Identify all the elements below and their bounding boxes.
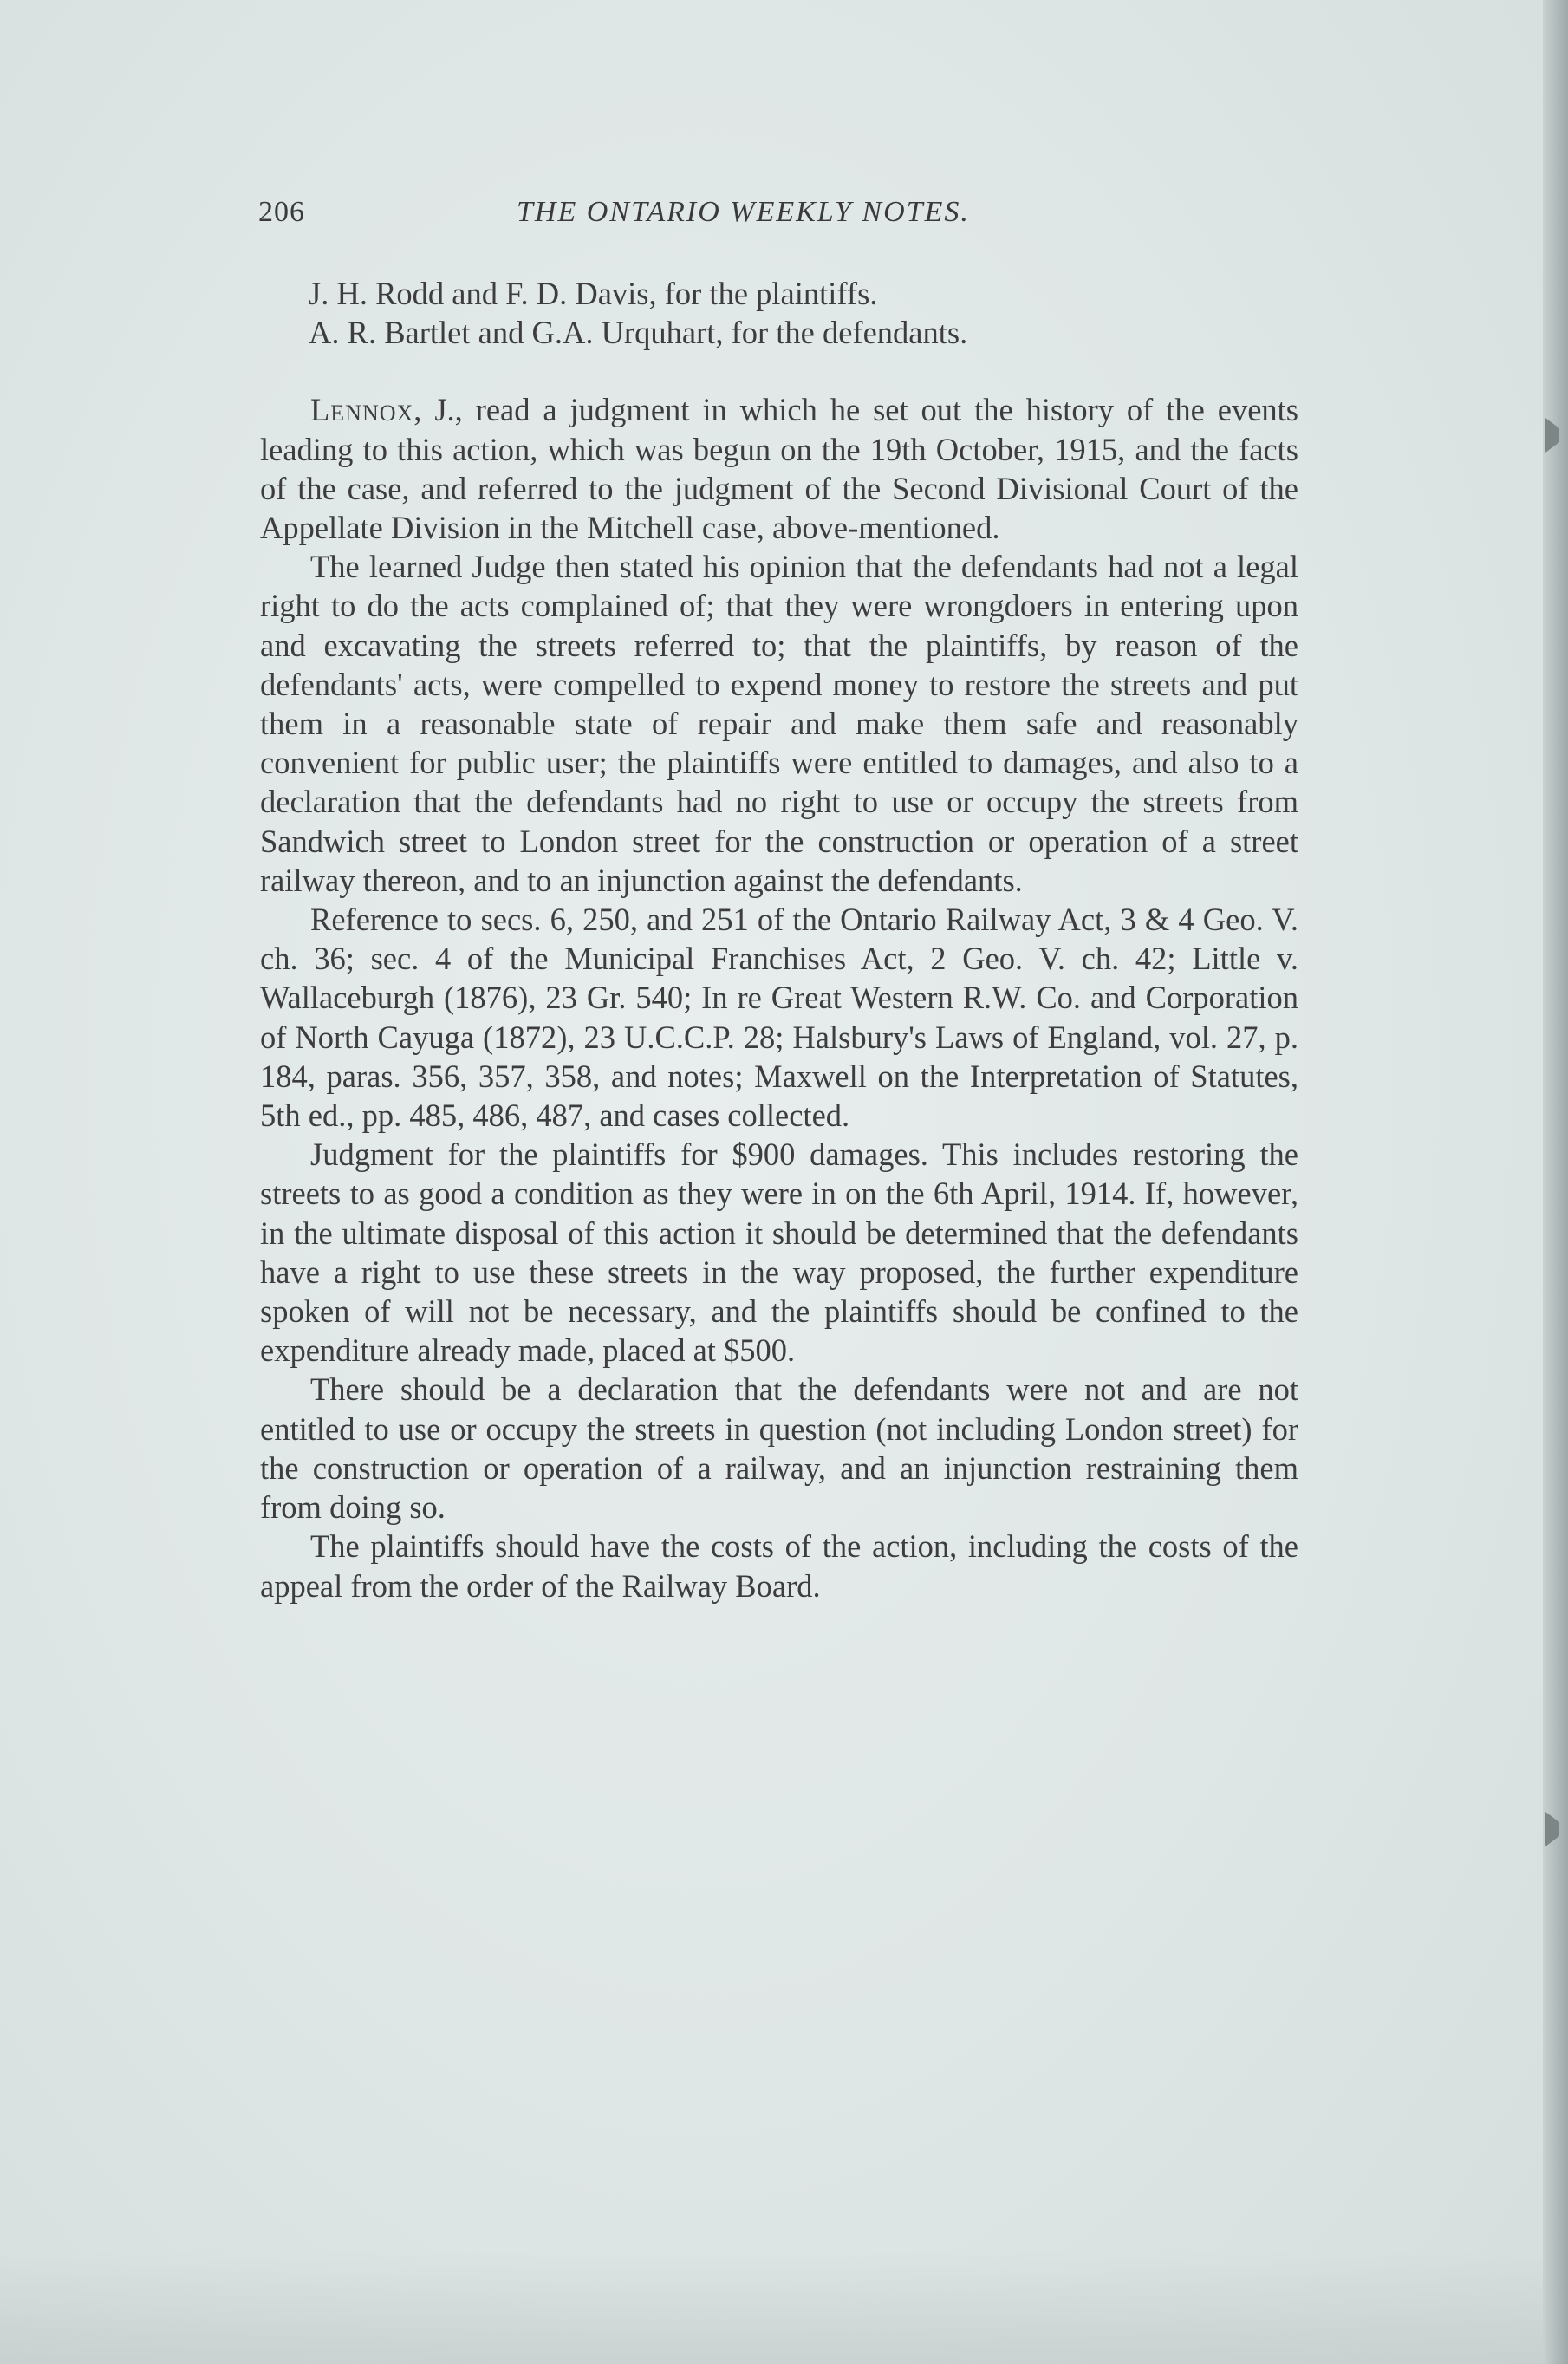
edge-tab-mark [1545,418,1559,453]
page-bottom-shadow [0,2251,1543,2364]
judge-name: Lennox [310,392,414,428]
section-spacer [260,352,1298,390]
running-head [258,196,1298,244]
judgment-intro-paragraph [260,390,1298,547]
opinion-paragraph: The learned Judge then stated his opinion that the defendants had not a legal right to do the acts complained of; that they were wrongdoers in entering upon and excavating the streets referred to; that the plaintiffs, by reason of the defendants' acts, were compelled to expend money to restore the streets and put them in a reasonable state of repair and make them safe and reasonably convenient for public user; the plaintiffs were entitled to damages, and also to a declaration that the defendants had no right to use or occupy the streets from Sandwich street to London street for the construction or operation of a street railway thereon, and to an injunction against the defendants. [260,549,1298,898]
costs-paragraph: The plaintiffs should have the costs of the action, including the costs of the appeal from the order of the Railway Board. [260,1528,1298,1604]
damages-paragraph: Judgment for the plaintiffs for $900 damages. This includes restoring the streets to as good a condition as they were in on the 6th April, 1914. If, however, in the ultimate disposal of this action it should be determined that the defendants have a right to use these streets in the way proposed, the further expenditure spoken of will not be necessary, and the plaintiffs should be confined to the expenditure already made, placed at $500. [260,1136,1298,1369]
book-edge [1543,0,1568,2364]
judgment-text [260,274,1298,1605]
edge-tab-mark [1545,1812,1559,1846]
page-number: 206 [258,196,305,228]
judgment-intro-text: , J., read a judgment in which he set out the history of the events leading to this action, which was begun on the 19th October, 1915, and the facts of the case, and referred to the judgment of the Second Divisional Court of the Appellate Division in the Mitchell case, above-mentioned. [260,392,1298,546]
references-paragraph: Reference to secs. 6, 250, and 251 of the Ontario Railway Act, 3 & 4 Geo. V. ch. 36; sec. 4 of the Municipal Franchises Act, 2 Geo. V. ch. 42; Little v. Wallaceburgh (1876), 23 Gr. 540; In re Great Western R.W. Co. and Corporation of North Cayuga (1872), 23 U.C.C.P. 28; Halsbury's Laws of England, vol. 27, p. 184, paras. 356, 357, 358, and notes; Maxwell on the Interpretation of Statutes, 5th ed., pp. 485, 486, 487, and cases collected. [260,902,1298,1134]
journal-title: THE ONTARIO WEEKLY NOTES. [517,196,970,228]
counsel-plaintiffs: J. H. Rodd and F. D. Davis, for the plaintiffs. [309,276,878,311]
counsel-defendants: A. R. Bartlet and G.A. Urquhart, for the defendants. [309,315,968,351]
declaration-paragraph: There should be a declaration that the defendants were not and are not entitled to use or occupy the streets in question (not including London street) for the construction or operation of a railway, and an injunction restraining them from doing so. [260,1371,1298,1526]
